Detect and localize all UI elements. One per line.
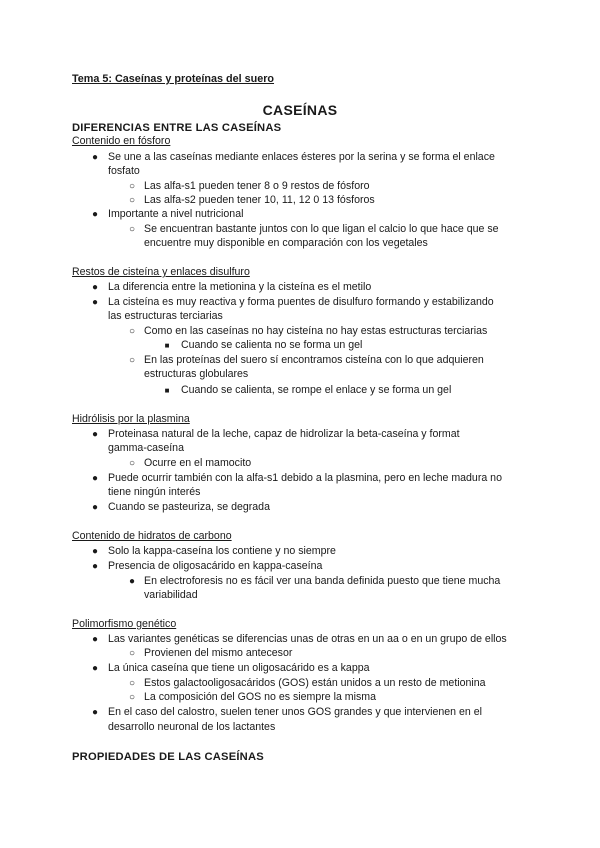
circle-bullet-icon: ○ [128, 692, 136, 703]
list-item: Las alfa-s2 pueden tener 10, 11, 12 0 13 fósforos [144, 194, 375, 206]
circle-bullet-icon: ○ [128, 355, 136, 366]
list-item: Cuando se calienta no se forma un gel [181, 339, 363, 351]
list-item: Puede ocurrir también con la alfa-s1 debido a la plasmina, pero en leche madura no [108, 472, 502, 484]
bullet-icon: ● [91, 663, 99, 674]
bullet-icon: ● [91, 473, 99, 484]
list-item: Presencia de oligosacárido en kappa-caseína [108, 560, 323, 572]
list-item-continuation: desarrollo neuronal de los lactantes [108, 721, 276, 733]
subsection-title-hidratos: Contenido de hidratos de carbono [72, 530, 232, 542]
bullet-icon: ● [91, 502, 99, 513]
list-item-continuation: estructuras globulares [144, 368, 249, 380]
list-item: La única caseína que tiene un oligosacárido es a kappa [108, 662, 370, 674]
subsection-title-plasmina: Hidrólisis por la plasmina [72, 413, 190, 425]
list-item: En las proteínas del suero sí encontramos cisteína con lo que adquieren [144, 354, 484, 366]
list-item: Se encuentran bastante juntos con lo que ligan el calcio lo que hace que se [144, 223, 499, 235]
circle-bullet-icon: ○ [128, 648, 136, 659]
bullet-icon: ● [91, 282, 99, 293]
square-bullet-icon: ■ [164, 386, 170, 395]
list-item: La diferencia entre la metionina y la cisteína es el metilo [108, 281, 372, 293]
list-item-continuation: las estructuras terciarias [108, 310, 223, 322]
subsection-title-polimorfismo: Polimorfismo genético [72, 618, 177, 630]
bullet-icon: ● [91, 152, 99, 163]
bullet-icon: ● [128, 576, 136, 587]
list-item-continuation: variabilidad [144, 589, 198, 601]
list-item: Estos galactooligosacáridos (GOS) están unidos a un resto de metionina [144, 677, 486, 689]
list-item: Provienen del mismo antecesor [144, 647, 293, 659]
square-bullet-icon: ■ [164, 341, 170, 350]
document-title: Tema 5: Caseínas y proteínas del suero [72, 73, 275, 85]
list-item: En electroforesis no es fácil ver una banda definida puesto que tiene mucha [144, 575, 501, 587]
list-item: En el caso del calostro, suelen tener unos GOS grandes y que intervienen en el [108, 706, 482, 718]
bullet-icon: ● [91, 209, 99, 220]
circle-bullet-icon: ○ [128, 326, 136, 337]
circle-bullet-icon: ○ [128, 458, 136, 469]
list-item-continuation: fosfato [108, 165, 140, 177]
circle-bullet-icon: ○ [128, 195, 136, 206]
bullet-icon: ● [91, 707, 99, 718]
bullet-icon: ● [91, 561, 99, 572]
list-item: Proteinasa natural de la leche, capaz de hidrolizar la beta-caseína y format [108, 428, 460, 440]
section-heading-diferencias: DIFERENCIAS ENTRE LAS CASEÍNAS [72, 122, 282, 134]
list-item: Cuando se calienta, se rompe el enlace y se forma un gel [181, 384, 452, 396]
list-item-continuation: gamma-caseína [108, 442, 184, 454]
circle-bullet-icon: ○ [128, 678, 136, 689]
list-item-continuation: tiene ningún interés [108, 486, 201, 498]
list-item: La composición del GOS no es siempre la misma [144, 691, 376, 703]
list-item: Importante a nivel nutricional [108, 208, 244, 220]
circle-bullet-icon: ○ [128, 181, 136, 192]
list-item: Las variantes genéticas se diferencias unas de otras en un aa o en un grupo de ellos [108, 633, 507, 645]
list-item: Ocurre en el mamocito [144, 457, 252, 469]
bullet-icon: ● [91, 429, 99, 440]
list-item: Las alfa-s1 pueden tener 8 o 9 restos de fósforo [144, 180, 370, 192]
circle-bullet-icon: ○ [128, 224, 136, 235]
subsection-title-fosforo: Contenido en fósforo [72, 135, 171, 147]
list-item: Cuando se pasteuriza, se degrada [108, 501, 270, 513]
list-item: Se une a las caseínas mediante enlaces ésteres por la serina y se forma el enlace [108, 151, 495, 163]
subsection-title-cisteina: Restos de cisteína y enlaces disulfuro [72, 266, 250, 278]
main-heading: CASEÍNAS [262, 102, 338, 118]
section-heading-propiedades: PROPIEDADES DE LAS CASEÍNAS [72, 751, 264, 763]
list-item-continuation: encuentre muy disponible en comparación con los vegetales [144, 237, 428, 249]
bullet-icon: ● [91, 297, 99, 308]
bullet-icon: ● [91, 634, 99, 645]
list-item: Solo la kappa-caseína los contiene y no siempre [108, 545, 336, 557]
list-item: Como en las caseínas no hay cisteína no hay estas estructuras terciarias [144, 325, 488, 337]
bullet-icon: ● [91, 546, 99, 557]
list-item: La cisteína es muy reactiva y forma puentes de disulfuro formando y estabilizando [108, 296, 494, 308]
